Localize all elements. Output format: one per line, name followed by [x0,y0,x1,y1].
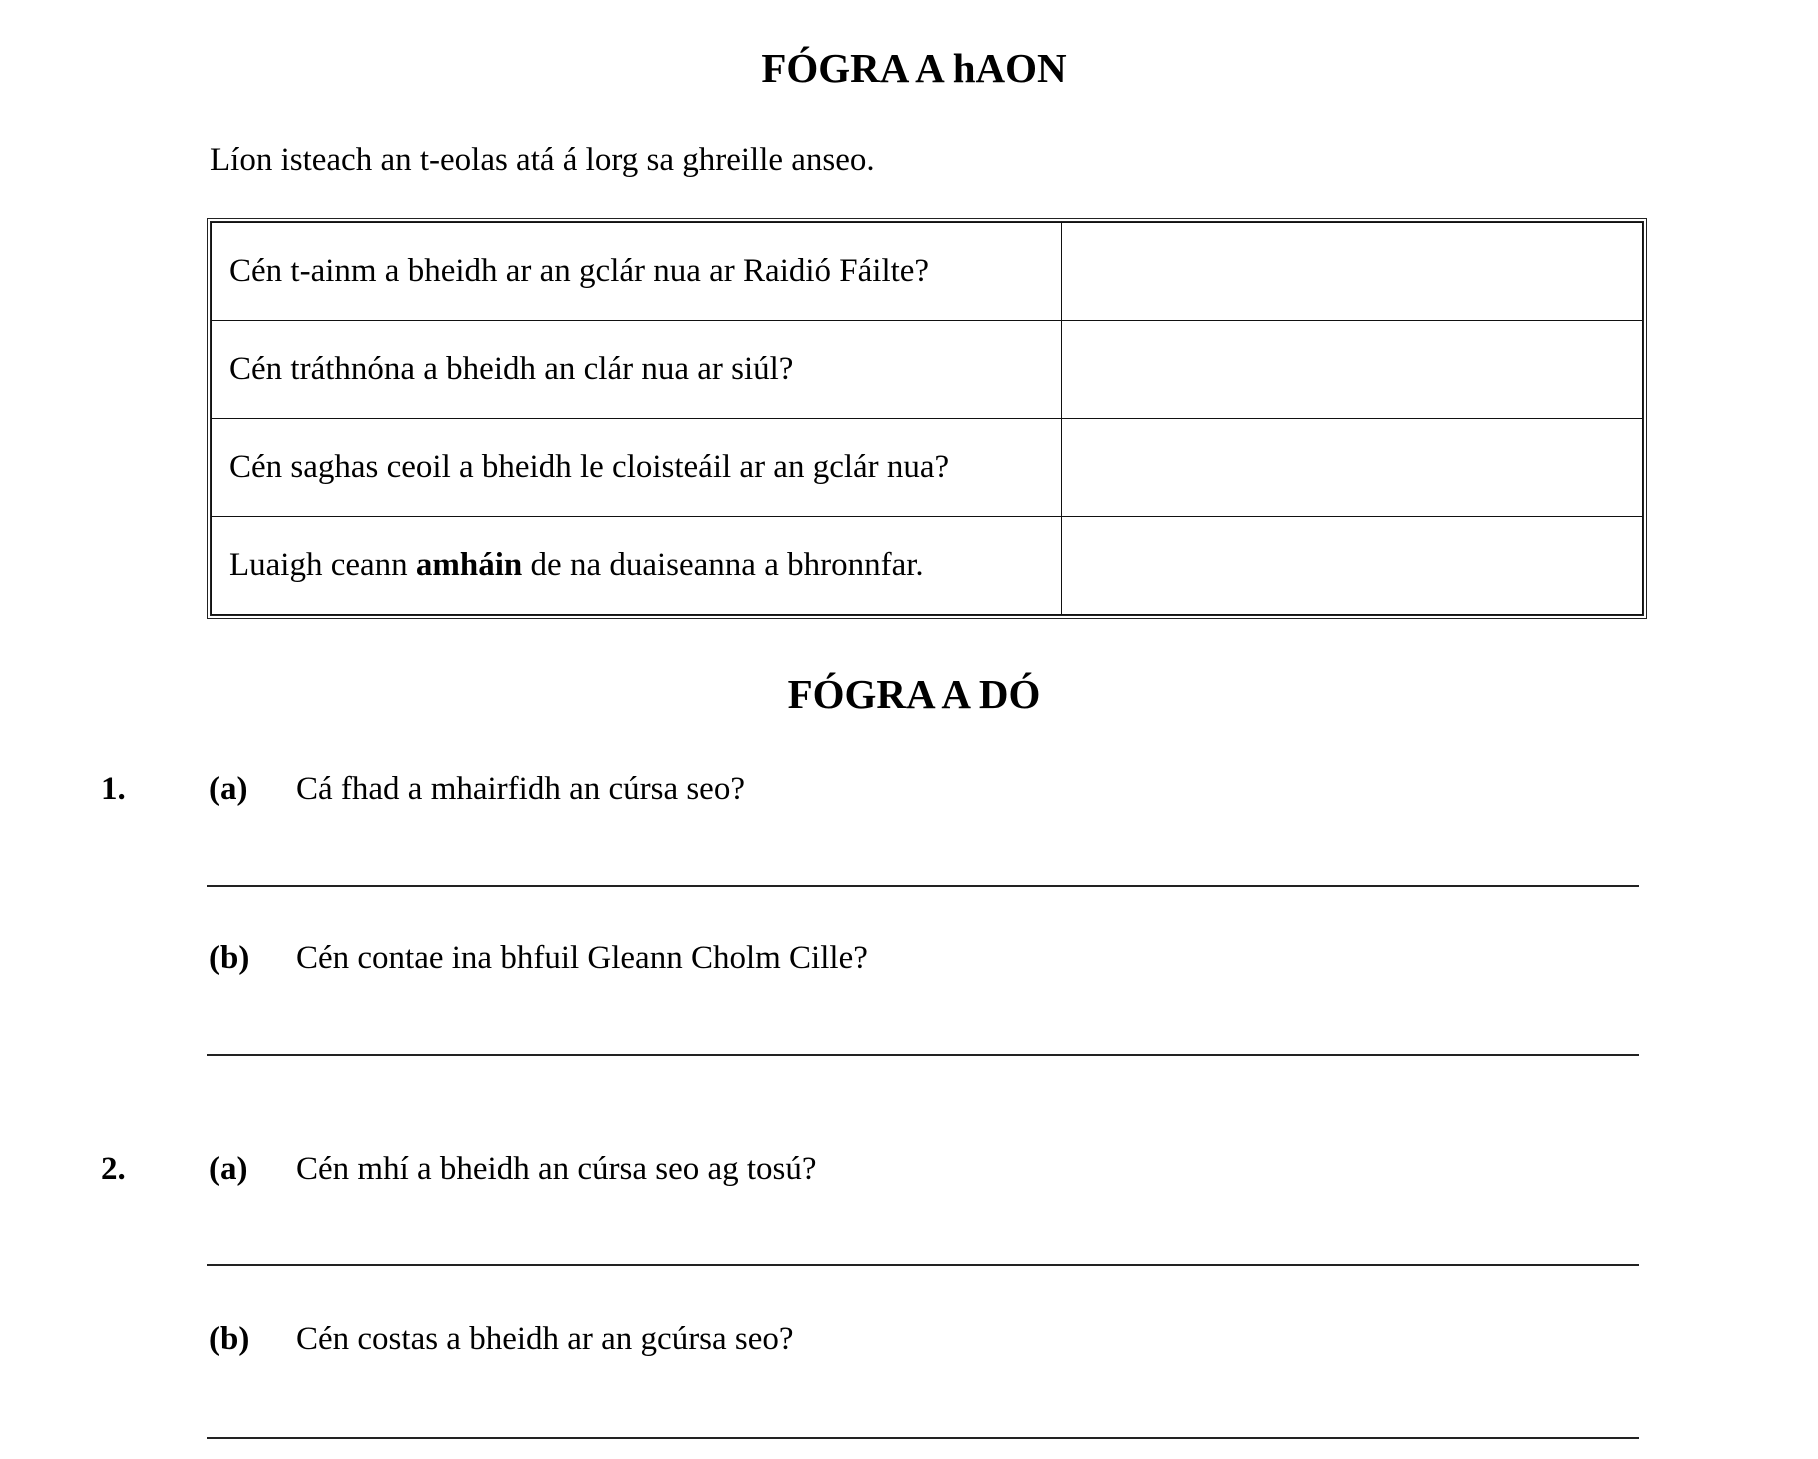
instruction-text: Líon isteach an t-eolas atá á lorg sa ghreille anseo. [210,142,875,178]
question-text: de na duaiseanna a bhronnfar. [522,547,924,583]
table-row [212,517,1643,615]
question-text: Cén contae ina bhfuil Gleann Cholm Cille? [296,940,868,976]
grid-question: Cén t-ainm a bheidh ar an gclár nua ar Raidió Fáilte? [212,223,1062,321]
answer-line[interactable] [207,1437,1639,1439]
answer-line[interactable] [207,1264,1639,1266]
grid-question [212,517,1062,615]
answer-line[interactable] [207,1054,1639,1056]
question-number: 2. [101,1151,126,1187]
table-row [212,419,1643,517]
answer-line[interactable] [207,885,1639,887]
grid-answer-cell[interactable] [1062,517,1643,615]
table-row [212,223,1643,321]
part-label: (b) [209,1321,250,1357]
question-text: Cén mhí a bheidh an cúrsa seo ag tosú? [296,1151,817,1187]
emphasis-text: amháin [415,547,523,583]
grid-answer-cell[interactable] [1062,321,1643,419]
section-title-fogra-a-do: FÓGRA A DÓ [787,671,1041,717]
part-label: (a) [209,771,248,807]
section-title-fogra-a-haon: FÓGRA A hAON [761,45,1067,91]
part-label: (b) [209,940,250,976]
grid-answer-cell[interactable] [1062,223,1643,321]
part-label: (a) [209,1151,248,1187]
question-text: Cá fhad a mhairfidh an cúrsa seo? [296,771,745,807]
question-text: Luaigh ceann [229,547,416,583]
question-number: 1. [101,771,126,807]
grid-question: Cén tráthnóna a bheidh an clár nua ar siúl? [212,321,1062,419]
question-text: Cén costas a bheidh ar an gcúrsa seo? [296,1321,794,1357]
table-row [212,321,1643,419]
grid-answer-cell[interactable] [1062,419,1643,517]
grid-question: Cén saghas ceoil a bheidh le cloisteáil ar an gclár nua? [212,419,1062,517]
info-grid-table [207,218,1647,619]
